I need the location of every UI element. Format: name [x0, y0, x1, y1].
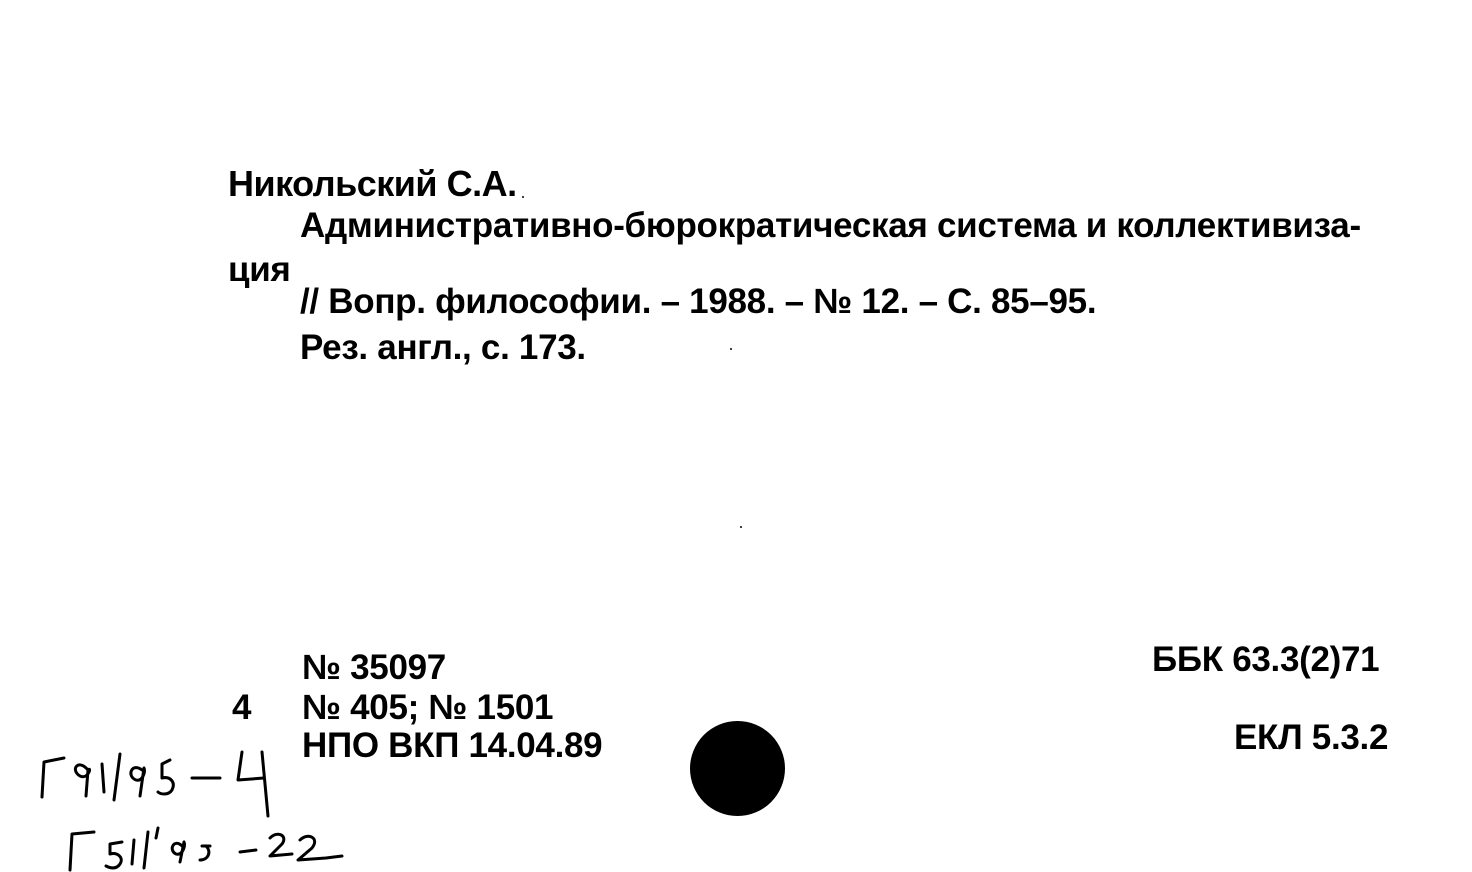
- scan-speck: [740, 526, 742, 528]
- scan-speck: [522, 196, 524, 198]
- summary-note: Рез. англ., с. 173.: [300, 328, 586, 367]
- author-name: Никольский С.А.: [228, 163, 517, 204]
- handwritten-note-1: [42, 752, 268, 816]
- npo-date: НПО ВКП 14.04.89: [302, 726, 603, 765]
- bbk-classification: ББК 63.3(2)71: [1152, 640, 1380, 679]
- scan-speck: [730, 348, 732, 350]
- handwritten-notes: [30, 730, 370, 872]
- handwritten-note-2: [70, 828, 342, 870]
- punch-hole: [690, 721, 785, 816]
- source-citation: // Вопр. философии. – 1988. – № 12. – С. 85–95.: [300, 282, 1097, 321]
- card-number: 4: [232, 688, 252, 727]
- record-numbers: № 405; № 1501: [302, 688, 554, 727]
- title-line-1: Административно-бюрократическая система и коллективиза-: [300, 206, 1361, 245]
- accession-number: № 35097: [302, 648, 446, 687]
- ekl-classification: ЕКЛ 5.3.2: [1234, 718, 1389, 757]
- title-line-2: ция: [228, 250, 291, 289]
